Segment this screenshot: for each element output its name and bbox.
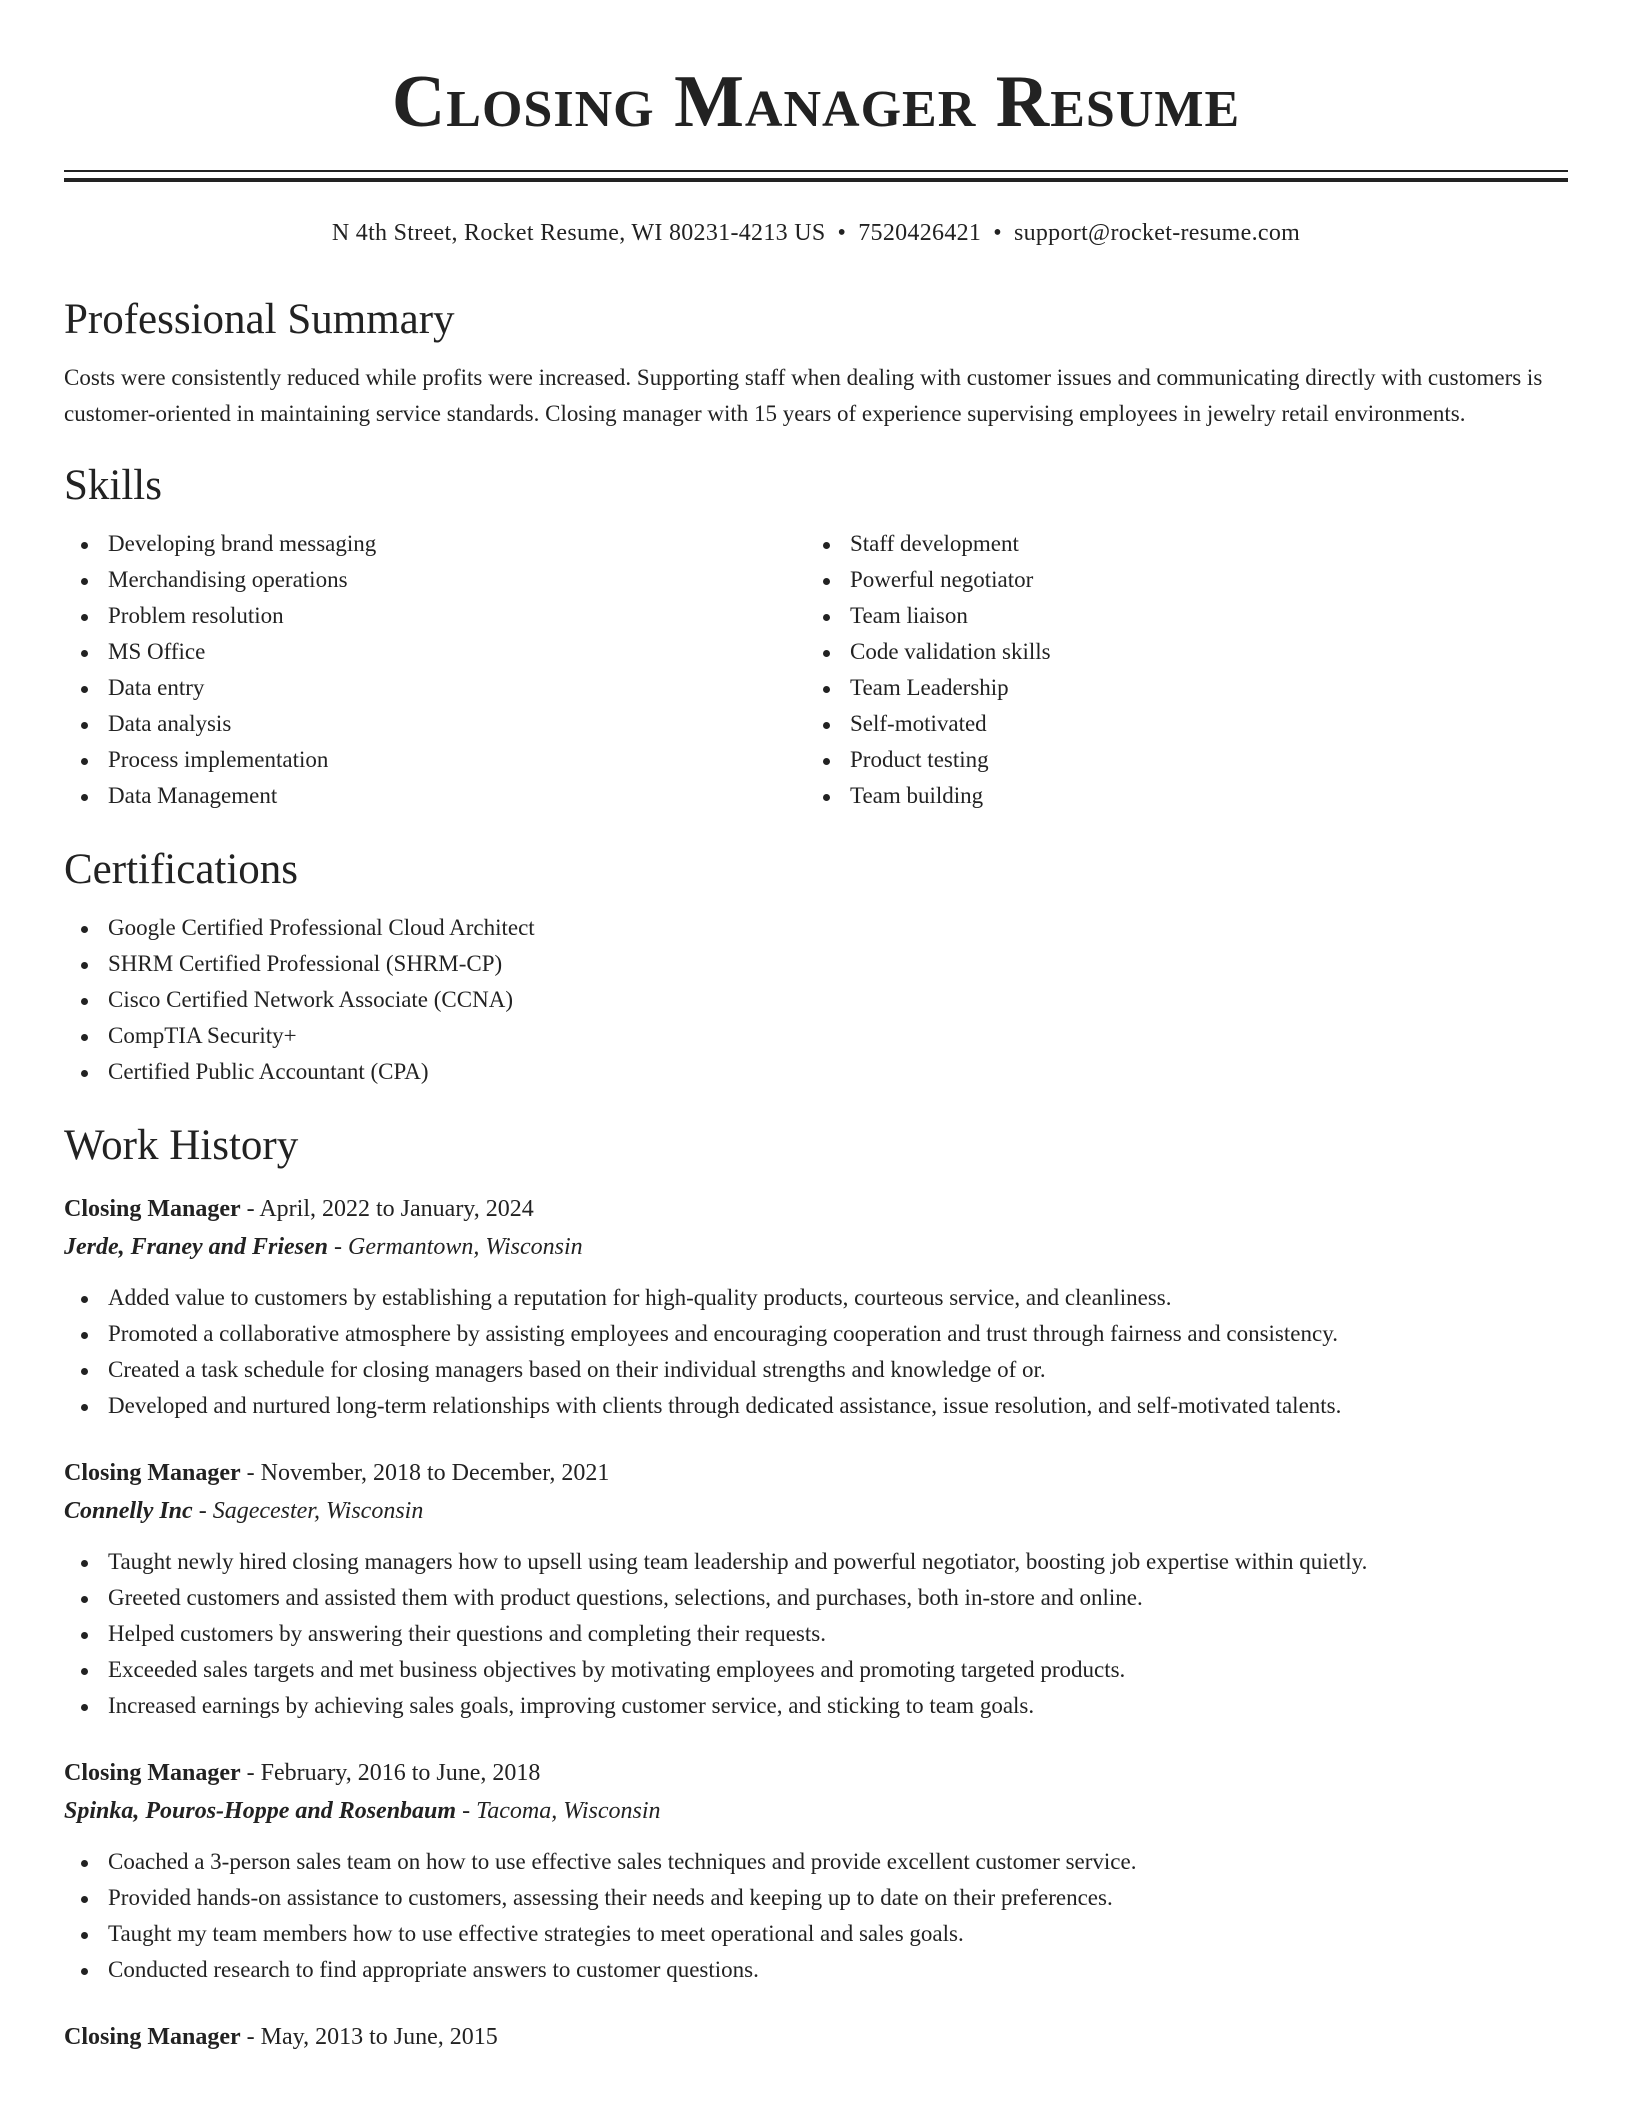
skill-item: Self-motivated xyxy=(806,706,1548,742)
job-title: Closing Manager xyxy=(64,1760,241,1786)
job-company-line xyxy=(64,1792,1568,1830)
job-title-line xyxy=(64,1454,1568,1492)
certification-item: CompTIA Security+ xyxy=(64,1018,1568,1054)
job-bullets xyxy=(64,1280,1568,1424)
certification-item: Certified Public Accountant (CPA) xyxy=(64,1054,1568,1090)
contact-separator: • xyxy=(837,220,847,246)
skill-item: Problem resolution xyxy=(64,598,806,634)
job-bullet: Taught newly hired closing managers how to upsell using team leadership and powerful negotiator, boosting job expertise within quietly. xyxy=(64,1544,1568,1580)
title-rule-thick xyxy=(64,178,1568,182)
job-bullets xyxy=(64,1844,1568,1988)
job-company: Jerde, Franey and Friesen xyxy=(64,1234,328,1260)
job-dash: - xyxy=(328,1234,348,1260)
certification-item: Cisco Certified Network Associate (CCNA) xyxy=(64,982,1568,1018)
job-dates: May, 2013 to June, 2015 xyxy=(260,2024,498,2050)
skill-item: Team liaison xyxy=(806,598,1548,634)
summary-text: Costs were consistently reduced while profits were increased. Supporting staff when dealing with customer issues and communicating directly with customers is customer-oriented in maintaining service standards. Closing manager with 15 years of experience supervising employees in jewelry retail environments. xyxy=(64,365,1543,426)
job-title: Closing Manager xyxy=(64,2024,241,2050)
skills-grid xyxy=(64,526,1568,814)
job-bullets xyxy=(64,1544,1568,1724)
job-location: Sagecester, Wisconsin xyxy=(212,1498,424,1524)
job-company: Spinka, Pouros-Hoppe and Rosenbaum xyxy=(64,1798,457,1824)
skill-item: Developing brand messaging xyxy=(64,526,806,562)
job-dates: April, 2022 to January, 2024 xyxy=(259,1196,534,1222)
skill-item: Data Management xyxy=(64,778,806,814)
contact-phone: 7520426421 xyxy=(858,220,982,246)
job-title: Closing Manager xyxy=(64,1196,241,1222)
skill-item: Data entry xyxy=(64,670,806,706)
job-location: Tacoma, Wisconsin xyxy=(476,1798,661,1824)
contact-email: support@rocket-resume.com xyxy=(1013,220,1301,246)
job-bullet: Helped customers by answering their questions and completing their requests. xyxy=(64,1616,1568,1652)
contact-line xyxy=(64,218,1568,248)
job-bullet: Provided hands-on assistance to customers, assessing their needs and keeping up to date on their preferences. xyxy=(64,1880,1568,1916)
skill-item: Data analysis xyxy=(64,706,806,742)
job-bullet: Coached a 3-person sales team on how to use effective sales techniques and provide excellent customer service. xyxy=(64,1844,1568,1880)
job-company-line xyxy=(64,1228,1568,1266)
job-dash: - xyxy=(240,1460,261,1486)
certifications-heading: Certifications xyxy=(64,846,299,893)
job-location: Germantown, Wisconsin xyxy=(348,1234,583,1260)
job-bullet: Created a task schedule for closing managers based on their individual strengths and knowledge of or. xyxy=(64,1352,1568,1388)
contact-address: N 4th Street, Rocket Resume, WI 80231-4213 US xyxy=(331,220,826,246)
job-bullet: Increased earnings by achieving sales goals, improving customer service, and sticking to team goals. xyxy=(64,1688,1568,1724)
certification-item: Google Certified Professional Cloud Architect xyxy=(64,910,1568,946)
skill-item: Merchandising operations xyxy=(64,562,806,598)
skill-item: Team Leadership xyxy=(806,670,1548,706)
summary-heading: Professional Summary xyxy=(64,296,455,343)
job-bullet: Added value to customers by establishing a reputation for high-quality products, courteous service, and cleanliness. xyxy=(64,1280,1568,1316)
job-bullet: Exceeded sales targets and met business objectives by motivating employees and promoting targeted products. xyxy=(64,1652,1568,1688)
job-entry xyxy=(64,1754,1568,1988)
job-entry xyxy=(64,2018,1568,2056)
job-entry xyxy=(64,1190,1568,1424)
skill-item: Product testing xyxy=(806,742,1548,778)
job-dash: - xyxy=(456,1798,477,1824)
job-company-line xyxy=(64,1492,1568,1530)
job-title-line xyxy=(64,1754,1568,1792)
job-company: Connelly Inc xyxy=(64,1498,193,1524)
job-bullet: Conducted research to find appropriate answers to customer questions. xyxy=(64,1952,1568,1988)
job-title: Closing Manager xyxy=(64,1460,241,1486)
skill-item: Powerful negotiator xyxy=(806,562,1548,598)
job-bullet: Greeted customers and assisted them with product questions, selections, and purchases, both in-store and online. xyxy=(64,1580,1568,1616)
job-dash: - xyxy=(240,1196,260,1222)
certification-item: SHRM Certified Professional (SHRM-CP) xyxy=(64,946,1568,982)
skill-item: Code validation skills xyxy=(806,634,1548,670)
resume-title: Closing Manager Resume xyxy=(391,61,1241,143)
job-dates: November, 2018 to December, 2021 xyxy=(260,1460,610,1486)
job-title-line xyxy=(64,2018,1568,2056)
skill-item: MS Office xyxy=(64,634,806,670)
job-dash: - xyxy=(240,2024,261,2050)
skills-list-left xyxy=(64,526,806,814)
job-dash: - xyxy=(192,1498,213,1524)
skills-heading: Skills xyxy=(64,462,162,509)
job-title-line xyxy=(64,1190,1568,1228)
skills-list-right xyxy=(806,526,1548,814)
resume-page xyxy=(64,0,1568,2056)
skill-item: Staff development xyxy=(806,526,1548,562)
job-bullet: Promoted a collaborative atmosphere by assisting employees and encouraging cooperation and trust through fairness and consistency. xyxy=(64,1316,1568,1352)
certifications-list xyxy=(64,910,1568,1090)
work-history-heading: Work History xyxy=(64,1122,299,1169)
job-bullet: Taught my team members how to use effective strategies to meet operational and sales goals. xyxy=(64,1916,1568,1952)
job-entry xyxy=(64,1454,1568,1724)
job-dash: - xyxy=(240,1760,261,1786)
job-bullet: Developed and nurtured long-term relationships with clients through dedicated assistance, issue resolution, and self-motivated talents. xyxy=(64,1388,1568,1424)
job-dates: February, 2016 to June, 2018 xyxy=(260,1760,541,1786)
contact-separator: • xyxy=(993,220,1002,246)
skill-item: Team building xyxy=(806,778,1548,814)
title-rule-thin xyxy=(64,170,1568,172)
skill-item: Process implementation xyxy=(64,742,806,778)
